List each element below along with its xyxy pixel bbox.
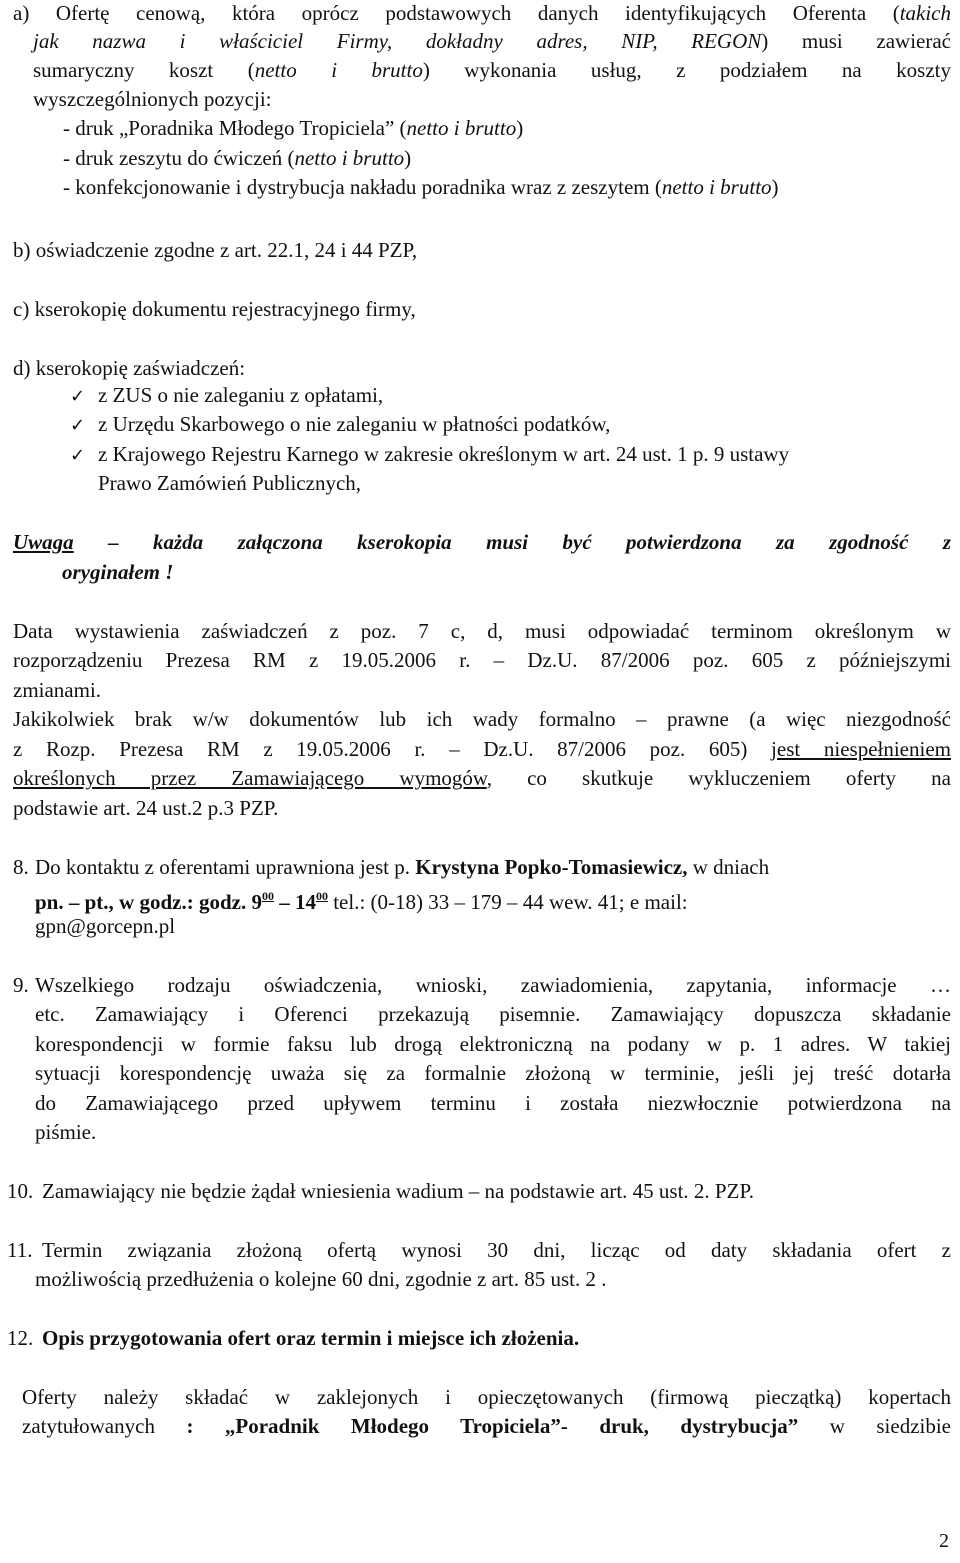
data-para-line-2: rozporządzeniu Prezesa RM z 19.05.2006 r. – Dz.U. 87/2006 poz. 605 z późniejszymi	[13, 648, 951, 672]
item-11-line-2: możliwością przedłużenia o kolejne 60 dni, zgodnie z art. 85 ust. 2 .	[35, 1267, 607, 1291]
section-a-item-1: - druk „Poradnika Młodego Tropiciela” (netto i brutto)	[63, 116, 524, 140]
section-d-item-zus: ✓ z ZUS o nie zaleganiu z opłatami,	[70, 382, 383, 410]
item-9-line-2: etc. Zamawiający i Oferenci przekazują pisemnie. Zamawiający dopuszcza składanie	[35, 1002, 951, 1026]
final-line-1: Oferty należy składać w zaklejonych i opieczętowanych (firmową pieczątką) kopertach	[22, 1385, 951, 1409]
item-9-line-1: Wszelkiego rodzaju oświadczenia, wnioski, zawiadomienia, zapytania, informacje …	[35, 973, 951, 997]
section-d-item-us: ✓ z Urzędu Skarbowego o nie zaleganiu w płatności podatków,	[70, 411, 610, 439]
item-10-number: 10.	[7, 1179, 34, 1203]
data-para-line-6: określonych przez Zamawiającego wymogów, co skutkuje wykluczeniem oferty na	[13, 766, 951, 790]
section-a-item-2: - druk zeszytu do ćwiczeń (netto i brutto)	[63, 146, 412, 170]
section-a-line-1: a) Ofertę cenową, która oprócz podstawowych danych identyfikujących Oferenta (takich	[13, 1, 951, 25]
item-9-number: 9.	[13, 973, 29, 997]
item-9-line-6: piśmie.	[35, 1120, 97, 1144]
item-10-text: Zamawiający nie będzie żądał wniesienia wadium – na podstawie art. 45 ust. 2. PZP.	[42, 1179, 755, 1203]
data-para-line-7: podstawie art. 24 ust.2 p.3 PZP.	[13, 796, 279, 820]
item-8-number: 8.	[13, 855, 29, 879]
note-label: Uwaga	[13, 530, 74, 554]
item-8-email: gpn@gorcepn.pl	[35, 914, 176, 938]
data-para-line-3: zmianami.	[13, 678, 102, 702]
item-8-line-1: Do kontaktu z oferentami uprawniona jest p. Krystyna Popko-Tomasiewicz, w dniach	[35, 855, 770, 879]
section-c: c) kserokopię dokumentu rejestracyjnego firmy,	[13, 297, 416, 321]
section-a-item-3: - konfekcjonowanie i dystrybucja nakładu poradnika wraz z zeszytem (netto i brutto)	[63, 175, 779, 199]
item-8-line-2: pn. – pt., w godz.: godz. $9^{00} - 14^{00}$ tel.: (0-18) 33 – 179 – 44 wew. 41; e mail:	[35, 889, 688, 914]
final-line-2: zatytułowanych : „Poradnik Młodego Tropiciela”- druk, dystrybucja” w siedzibie	[22, 1414, 951, 1438]
section-b: b) oświadczenie zgodne z art. 22.1, 24 i 44 PZP,	[13, 238, 418, 262]
section-d-item-krk-cont: Prawo Zamówień Publicznych,	[98, 471, 362, 495]
section-a-line-2: jak nazwa i właściciel Firmy, dokładny adres, NIP, REGON) musi zawierać	[33, 29, 951, 53]
section-a-line-4: wyszczególnionych pozycji:	[33, 87, 272, 111]
page-number: 2	[939, 1530, 949, 1552]
item-12-heading: Opis przygotowania ofert oraz termin i miejsce ich złożenia.	[42, 1326, 580, 1350]
data-para-line-4: Jakikolwiek brak w/w dokumentów lub ich wady formalno – prawne (a więc niezgodność	[13, 707, 951, 731]
data-para-line-1: Data wystawienia zaświadczeń z poz. 7 c, d, musi odpowiadać terminom określonym w	[13, 619, 951, 643]
section-a-line-3: sumaryczny koszt (netto i brutto) wykonania usług, z podziałem na koszty	[33, 58, 951, 82]
item-9-line-3: korespondencji w formie faksu lub drogą elektroniczną na podany w p. 1 adres. W takiej	[35, 1032, 951, 1056]
section-d-item-krk: ✓ z Krajowego Rejestru Karnego w zakresie określonym w art. 24 ust. 1 p. 9 ustawy	[70, 441, 789, 469]
checkmark-icon: ✓	[70, 445, 86, 466]
section-d-heading: d) kserokopię zaświadczeń:	[13, 356, 246, 380]
item-12-number: 12.	[7, 1326, 34, 1350]
item-9-line-5: do Zamawiającego przed upływem terminu i została niezwłocznie potwierdzona na	[35, 1091, 951, 1115]
note-line-1: Uwaga – każda załączona kserokopia musi być potwierdzona za zgodność z	[13, 530, 951, 554]
checkmark-icon: ✓	[70, 386, 86, 407]
item-11-number: 11.	[7, 1238, 33, 1262]
checkmark-icon: ✓	[70, 415, 86, 436]
item-11-line-1: Termin związania złożoną ofertą wynosi 30 dni, licząc od daty składania ofert z	[42, 1238, 951, 1262]
note-line-2: oryginałem !	[62, 560, 174, 584]
item-9-line-4: sytuacji korespondencję uważa się za formalnie złożoną w terminie, jeśli jej treść dotarła	[35, 1061, 951, 1085]
data-para-line-5: z Rozp. Prezesa RM z 19.05.2006 r. – Dz.U. 87/2006 poz. 605) jest niespełnieniem	[13, 737, 951, 761]
